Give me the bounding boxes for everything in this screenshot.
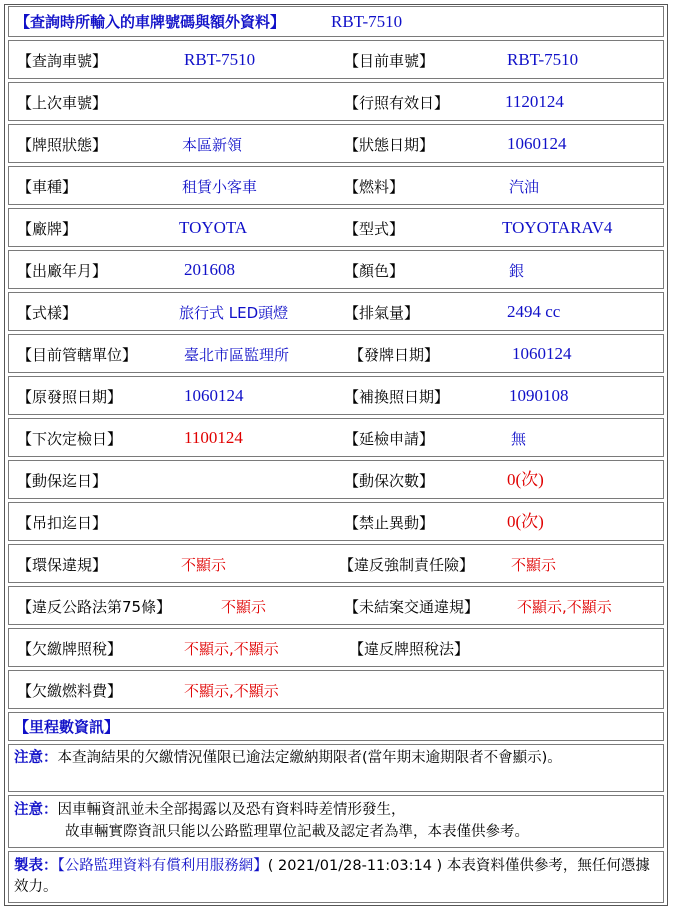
field-label: 【欠繳燃料費】 <box>17 682 123 700</box>
field-label: 【式樣】 <box>17 304 78 322</box>
field-value: 1060124 <box>184 386 244 405</box>
field-value: 不顯示 <box>181 556 227 574</box>
made-body: ( 2021/01/28-11:03:14 ) 本表資料僅供參考，無任何憑據效力。 <box>14 858 650 895</box>
field-value: RBT-7510 <box>184 50 256 69</box>
field-label: 【查詢車號】 <box>17 52 108 70</box>
field-label: 【延檢申請】 <box>344 430 435 448</box>
table-row <box>8 628 664 667</box>
field-value: 臺北市區監理所 <box>184 346 290 364</box>
field-label: 【違反強制責任險】 <box>339 556 475 574</box>
field-label: 【上次車號】 <box>17 94 108 112</box>
table-row <box>8 544 664 583</box>
field-value: 旅行式 LED頭燈 <box>179 304 289 322</box>
table-row <box>8 208 664 247</box>
field-label: 【吊扣迄日】 <box>17 514 108 532</box>
field-value: 不顯示,不顯示 <box>517 598 612 616</box>
publisher-name: 【公路監理資料有償利用服務網】 <box>57 858 268 874</box>
field-value: 不顯示,不顯示 <box>184 640 279 658</box>
table-row <box>8 82 664 121</box>
field-label: 【補換照日期】 <box>344 388 450 406</box>
field-label: 【下次定檢日】 <box>17 430 123 448</box>
note-body: 本查詢結果的欠繳情況僅限已逾法定繳納期限者(當年期末逾期限者不會顯示)。 <box>57 750 562 766</box>
note-1-text <box>14 748 657 769</box>
note-2 <box>8 795 664 848</box>
field-label: 【違反公路法第75條】 <box>17 598 172 616</box>
note-label: 注意： <box>14 802 58 818</box>
field-label: 【發牌日期】 <box>349 346 440 364</box>
field-label: 【環保違規】 <box>17 556 108 574</box>
field-label: 【欠繳牌照稅】 <box>17 640 123 658</box>
field-value: RBT-7510 <box>507 50 579 69</box>
table-row <box>8 460 664 499</box>
field-label: 【未結案交通違規】 <box>344 598 480 616</box>
field-value: 不顯示 <box>221 598 267 616</box>
table-row <box>8 586 664 625</box>
field-label: 【牌照狀態】 <box>17 136 108 154</box>
mileage-title: 【里程數資訊】 <box>14 718 120 736</box>
field-value: 不顯示 <box>511 556 557 574</box>
field-label: 【排氣量】 <box>344 304 420 322</box>
field-value: 1120124 <box>505 92 564 111</box>
header-plate: RBT-7510 <box>331 12 403 31</box>
field-label: 【目前管轄單位】 <box>17 346 138 364</box>
made-label: 製表： <box>14 858 58 874</box>
field-label: 【車種】 <box>17 178 78 196</box>
mileage-section <box>8 712 664 741</box>
field-value: 1060124 <box>512 344 572 363</box>
table-row <box>8 250 664 289</box>
field-label: 【出廠年月】 <box>17 262 108 280</box>
field-value: 1060124 <box>507 134 567 153</box>
field-label: 【禁止異動】 <box>344 514 435 532</box>
note-1 <box>8 744 664 792</box>
table-row <box>8 376 664 415</box>
table-row <box>8 124 664 163</box>
table-row <box>8 292 664 331</box>
field-label: 【行照有效日】 <box>344 94 450 112</box>
table-row <box>8 334 664 373</box>
note-2-line-2: 故車輛實際資訊只能以公路監理單位記載及認定者為準，本表僅供參考。 <box>65 824 529 840</box>
field-label: 【違反牌照稅法】 <box>349 640 470 658</box>
field-label: 【燃料】 <box>344 178 405 196</box>
field-value: 汽油 <box>509 178 540 196</box>
table-row <box>8 418 664 457</box>
field-label: 【目前車號】 <box>344 52 435 70</box>
field-value: 租賃小客車 <box>182 178 258 196</box>
report-header <box>8 6 664 37</box>
field-label: 【原發照日期】 <box>17 388 123 406</box>
field-label: 【動保迄日】 <box>17 472 108 490</box>
field-value: 0(次) <box>507 512 544 531</box>
field-value: 無 <box>511 430 527 448</box>
field-label: 【顏色】 <box>344 262 405 280</box>
field-value: 本區新領 <box>182 136 243 154</box>
header-title: 【查詢時所輸入的車牌號碼與額外資料】 <box>15 13 286 31</box>
table-row <box>8 166 664 205</box>
field-value: 0(次) <box>507 470 544 489</box>
field-value: 不顯示,不顯示 <box>184 682 279 700</box>
field-value: 銀 <box>509 262 525 280</box>
field-value: 201608 <box>184 260 235 279</box>
field-value: 2494 cc <box>507 302 561 321</box>
field-label: 【動保次數】 <box>344 472 435 490</box>
made-by-section <box>8 851 664 903</box>
field-label: 【狀態日期】 <box>344 136 435 154</box>
field-value: 1090108 <box>509 386 569 405</box>
table-row <box>8 670 664 709</box>
field-label: 【型式】 <box>344 220 405 238</box>
field-label: 【廠牌】 <box>17 220 78 238</box>
vehicle-query-report <box>4 4 668 906</box>
note-label: 注意： <box>14 750 58 766</box>
field-value: TOYOTARAV4 <box>502 218 613 237</box>
made-by-text <box>14 856 657 898</box>
table-row <box>8 502 664 541</box>
field-value: TOYOTA <box>179 218 248 237</box>
next-inspection-date: 1100124 <box>184 428 243 447</box>
table-row <box>8 40 664 79</box>
note-2-line-1 <box>14 800 657 821</box>
note-body: 因車輛資訊並未全部揭露以及恐有資料時差情形發生， <box>57 802 406 818</box>
